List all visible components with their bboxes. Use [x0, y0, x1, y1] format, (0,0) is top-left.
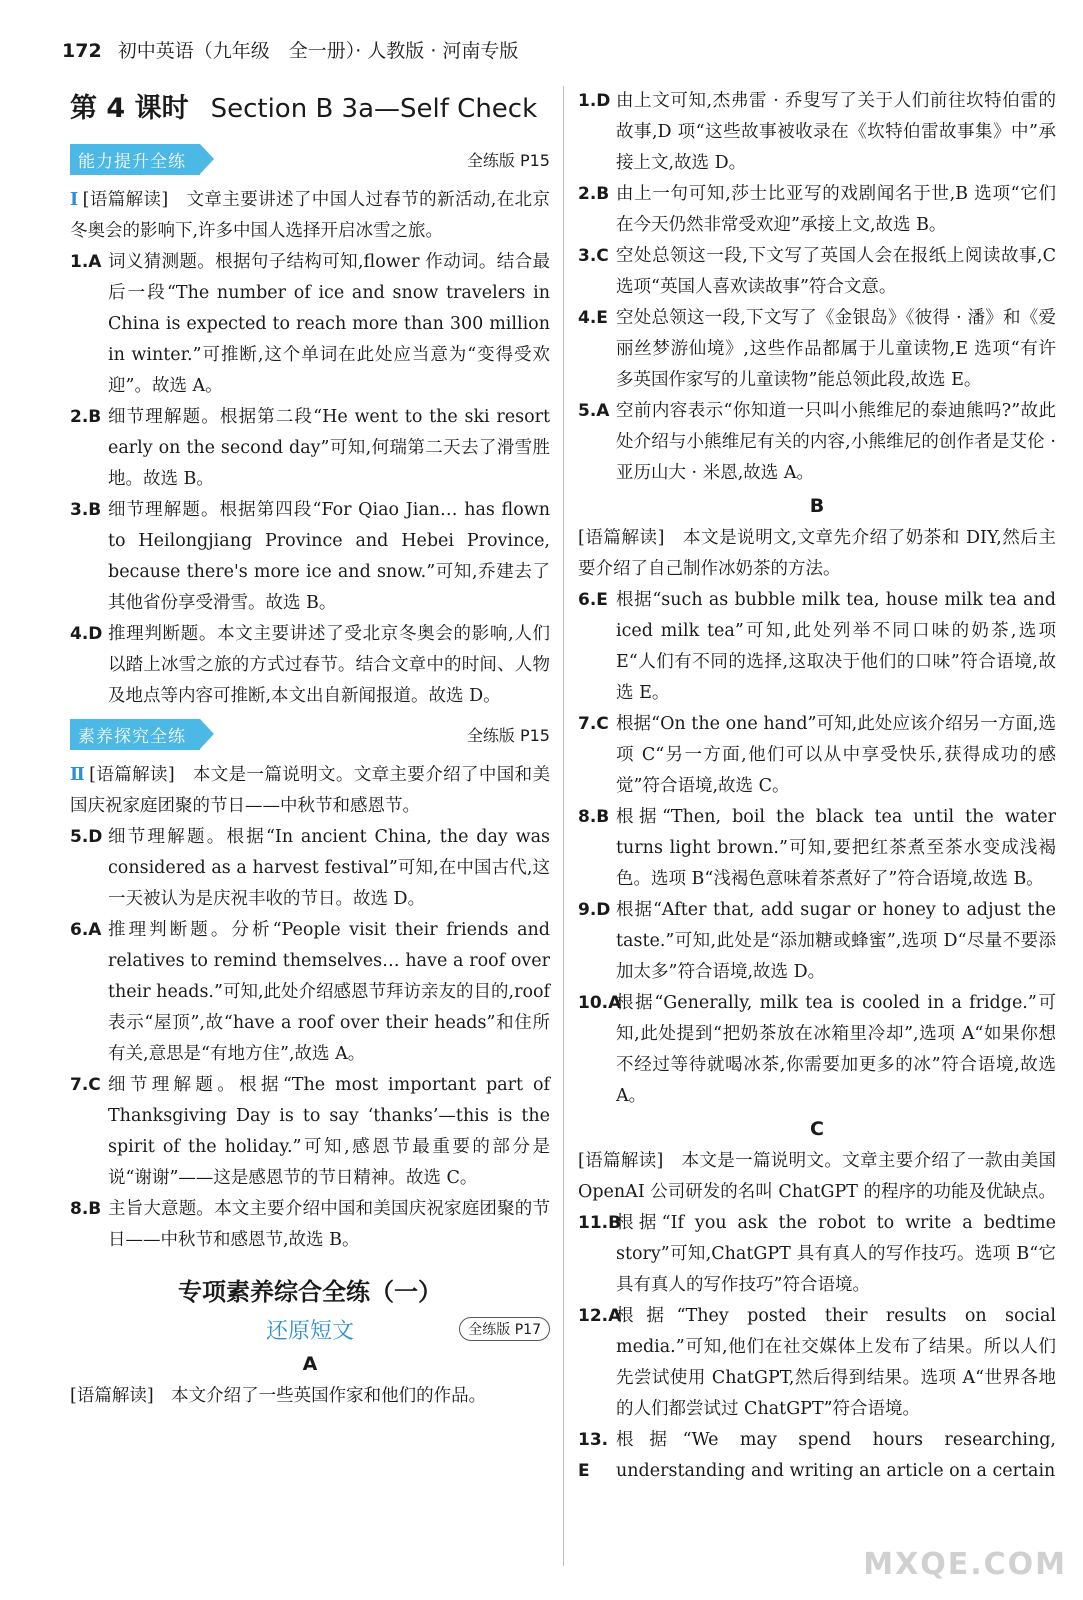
answer-item: 3.C 空处总领这一段,下文写了英国人会在报纸上阅读故事,C 选项“英国人喜欢读故事”符合文意。: [578, 246, 1056, 297]
tag-row-2: [70, 718, 550, 750]
answer-item: 2.B 细节理解题。根据第二段“He went to the ski resort early on the second day”可知,何瑞第二天去了滑雪胜地。故选 B。: [70, 407, 550, 489]
answer-item: 4.D 推理判断题。本文主要讲述了受北京冬奥会的影响,人们以踏上冰雪之旅的方式过春节。结合文章中的时间、人物及地点等内容可推断,本文出自新闻报道。故选 D。: [70, 624, 550, 706]
answer-item: 6.E 根据“such as bubble milk tea, house milk tea and iced milk tea”可知,此处列举不同口味的奶茶,选项 E“人们有不同的选择,这取决于他们的口味”符合语境,故选 E。: [578, 590, 1056, 703]
answer-item: 1.A 词义猜测题。根据句子结构可知,flower 作动词。结合最后一段“The number of ice and snow travelers in China is expected to reach more than 300 million in winter.”可推断,这个单词在此处应当意为“变得受欢迎”。故选 A。: [70, 252, 550, 396]
answer-item: 9.D 根据“After that, add sugar or honey to adjust the taste.”可知,此处是“添加糖或蜂蜜”,选项 D“尽量不要添加太多”符合语境,故选 D。: [578, 900, 1056, 982]
section-title: Section B 3a—Self Check: [210, 94, 538, 124]
left-column: [70, 86, 550, 1412]
answer-item: 5.A 空前内容表示“你知道一只叫小熊维尼的泰迪熊吗?”故此处介绍与小熊维尼有关的内容,小熊维尼的创作者是艾伦 · 亚历山大 · 米恩,故选 A。: [578, 401, 1056, 483]
passage-intro-C: [语篇解读] 本文是一篇说明文。文章主要介绍了一款由美国 OpenAI 公司研发的名叫 ChatGPT 的程序的功能及优缺点。: [578, 1151, 1056, 1202]
passage-intro-A: [语篇解读] 本文介绍了一些英国作家和他们的作品。: [70, 1386, 487, 1406]
answer-item: 13. E 根据“We may spend hours researching, understanding and writing an article on a certain: [578, 1430, 1056, 1481]
answer-item: 8.B 主旨大意题。本文主要介绍中国和美国庆祝家庭团聚的节日——中秋节和感恩节,故选 B。: [70, 1199, 550, 1250]
book-title: 初中英语（九年级 全一册）· 人教版 · 河南专版: [117, 40, 519, 62]
page-number: 172: [62, 40, 102, 62]
tag-row-1: [70, 143, 550, 175]
answer-item: 4.E 空处总领这一段,下文写了《金银岛》《彼得 · 潘》和《爱丽丝梦游仙境》,这些作品都属于儿童读物,E 选项“有许多英国作家写的儿童读物”能总领此段,故选 E。: [578, 308, 1056, 390]
answer-item: 11.B 根据“If you ask the robot to write a bedtime story”可知,ChatGPT 具有真人的写作技巧。选项 B“它具有真人的写作技巧”符合语境。: [578, 1213, 1056, 1295]
roman-numeral-icon: Ⅰ: [70, 190, 79, 210]
tag-literacy: 素养探究全练: [70, 719, 200, 750]
answer-list-3: [578, 86, 1056, 489]
answer-item: 2.B 由上一句可知,莎士比亚写的戏剧闻名于世,B 选项“它们在今天仍然非常受欢迎”承接上文,故选 B。: [578, 184, 1056, 235]
special-subtitle: 还原短文: [265, 1318, 354, 1344]
answer-item: 12.A 根据“They posted their results on social media.”可知,他们在社交媒体上发布了结果。所以人们先尝试使用 ChatGPT,然后得到结果。选项 A“世界各地的人们都尝试过 ChatGPT”符合语境。: [578, 1306, 1056, 1419]
column-divider: [563, 86, 564, 1566]
passage-intro-I: Ⅰ [语篇解读] 文章主要讲述了中国人过春节的新活动,在北京冬奥会的影响下,许多中国人选择开启冰雪之旅。: [70, 190, 551, 241]
answer-item: 8.B 根据“Then, boil the black tea until the water turns light brown.”可知,要把红茶煮至茶水变成浅褐色。选项 B“浅褐色意味着茶煮好了”符合语境,故选 B。: [578, 807, 1056, 889]
tag-ref-2: 全练版 P15: [466, 725, 550, 745]
answer-list-2: [70, 822, 550, 1256]
lesson-title: 第 4 课时 Section B 3a—Self Check: [70, 93, 538, 124]
special-sub-row: [70, 1311, 550, 1347]
watermark-logo: MXQE.COM: [863, 1547, 1067, 1582]
answer-item: 10.A 根据“Generally, milk tea is cooled in a fridge.”可知,此处提到“把奶茶放在冰箱里冷却”,选项 A“如果你想不经过等待就喝冰茶,你需要加更多的冰”符合语境,故选 A。: [578, 993, 1056, 1106]
answer-list-1: [70, 247, 550, 712]
page-header: [62, 36, 518, 63]
answer-item: 3.B 细节理解题。根据第四段“For Qiao Jian… has flown to Heilongjiang Province and Hebei Province, because there's more ice and snow.”可知,乔建去了其他省份享受滑雪。故选 B。: [70, 500, 550, 613]
answer-item: 6.A 推理判断题。分析“People visit their friends and relatives to remind themselves… have a roof over their heads.”可知,此处介绍感恩节拜访亲友的目的,roof 表示“屋顶”,故“have a roof over their heads”和住所有关,意思是“有地方住”,故选 A。: [70, 920, 550, 1064]
passage-head-C: C: [810, 1118, 824, 1140]
answer-item: 5.D 细节理解题。根据“In ancient China, the day was considered as a harvest festival”可知,在中国古代,这一天被认为是庆祝丰收的节日。故选 D。: [70, 827, 550, 909]
right-column: [578, 86, 1056, 1487]
passage-head-A: A: [302, 1353, 318, 1375]
passage-intro-II: Ⅱ [语篇解读] 本文是一篇说明文。文章主要介绍了中国和美国庆祝家庭团聚的节日——中秋节和感恩节。: [70, 765, 550, 816]
tag-ref-1: 全练版 P15: [466, 150, 550, 170]
answer-item: 7.C 细节理解题。根据“The most important part of Thanksgiving Day is to say ‘thanks’—this is the spirit of the holiday.”可知,感恩节最重要的部分是说“谢谢”——这是感恩节的节日精神。故选 C。: [70, 1075, 550, 1188]
passage-intro-B: [语篇解读] 本文是说明文,文章先介绍了奶茶和 DIY,然后主要介绍了自己制作冰奶茶的方法。: [578, 528, 1056, 579]
special-ref-badge: 全练版 P17: [459, 1317, 550, 1341]
answer-list-4: [578, 585, 1056, 1112]
answer-item: 1.D 由上文可知,杰弗雷 · 乔叟写了关于人们前往坎特伯雷的故事,D 项“这些故事被收录在《坎特伯雷故事集》中”承接上文,故选 D。: [578, 91, 1056, 173]
answer-item: 7.C 根据“On the one hand”可知,此处应该介绍另一方面,选项 C“另一方面,他们可以从中享受快乐,获得成功的感觉”符合语境,故选 C。: [578, 714, 1056, 796]
passage-head-B: B: [809, 495, 825, 517]
roman-numeral-icon: Ⅱ: [70, 765, 86, 785]
tag-ability: 能力提升全练: [70, 144, 200, 175]
special-section-title: 专项素养综合全练（一）: [178, 1278, 442, 1306]
answer-list-5: [578, 1208, 1056, 1487]
